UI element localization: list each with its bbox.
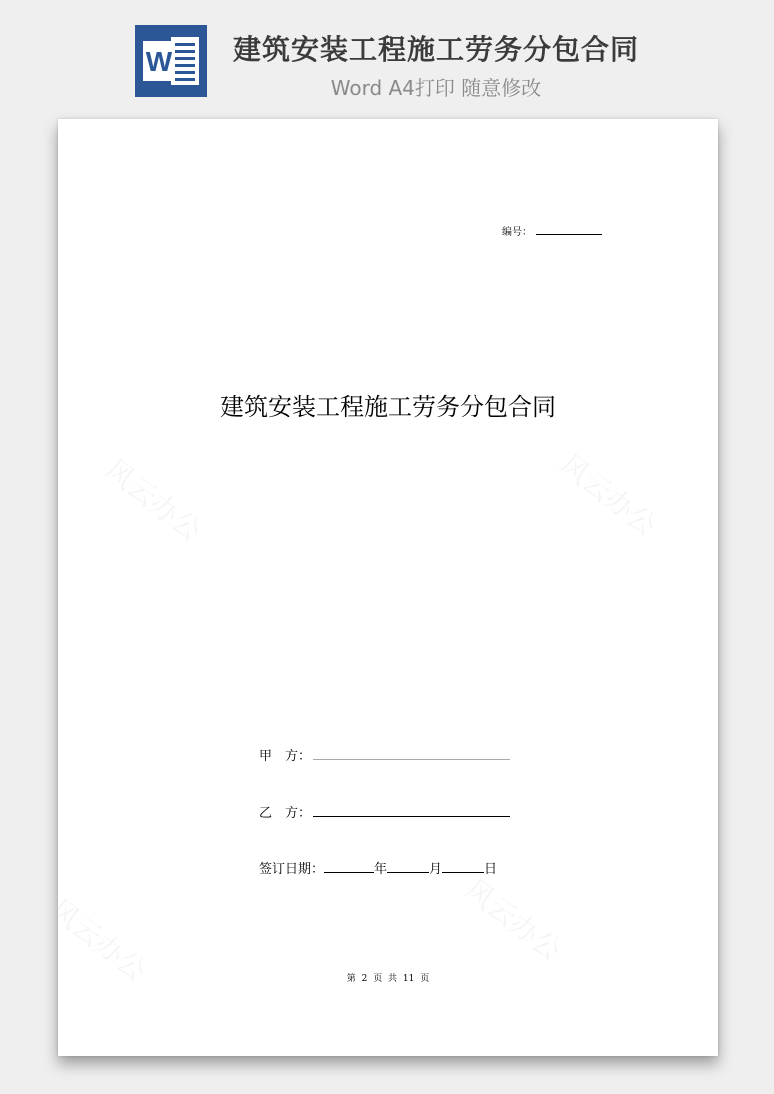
document-page bbox=[58, 119, 718, 1056]
logo-letter: W bbox=[145, 46, 173, 77]
watermark bbox=[553, 444, 666, 544]
signing-date-row bbox=[259, 858, 497, 877]
party-a-row bbox=[259, 745, 510, 764]
year-blank bbox=[324, 859, 374, 873]
month-char: 月 bbox=[429, 862, 443, 877]
document-number-blank bbox=[536, 226, 602, 235]
party-a-label: 甲 方： bbox=[259, 749, 312, 764]
day-char: 日 bbox=[484, 862, 498, 877]
header-banner bbox=[0, 0, 774, 110]
banner-title: 建筑安装工程施工劳务分包合同 bbox=[232, 33, 639, 66]
document-title: 建筑安装工程施工劳务分包合同 bbox=[220, 393, 556, 421]
watermark bbox=[458, 869, 571, 969]
word-doc-icon bbox=[135, 25, 207, 97]
day-blank bbox=[442, 859, 484, 873]
party-b-label: 乙 方： bbox=[259, 806, 312, 821]
page-footer: 第 2 页 共 11 页 bbox=[346, 974, 430, 984]
party-b-row bbox=[259, 802, 510, 821]
banner-subtitle: Word A4打印 随意修改 bbox=[330, 76, 542, 100]
watermark bbox=[98, 449, 211, 549]
document-number-label: 编号： bbox=[502, 227, 532, 238]
party-a-blank bbox=[313, 746, 510, 760]
party-b-blank bbox=[313, 803, 510, 817]
document-number bbox=[502, 223, 602, 238]
year-char: 年 bbox=[374, 862, 388, 877]
signing-date-label: 签订日期： bbox=[259, 862, 325, 877]
month-blank bbox=[387, 859, 429, 873]
